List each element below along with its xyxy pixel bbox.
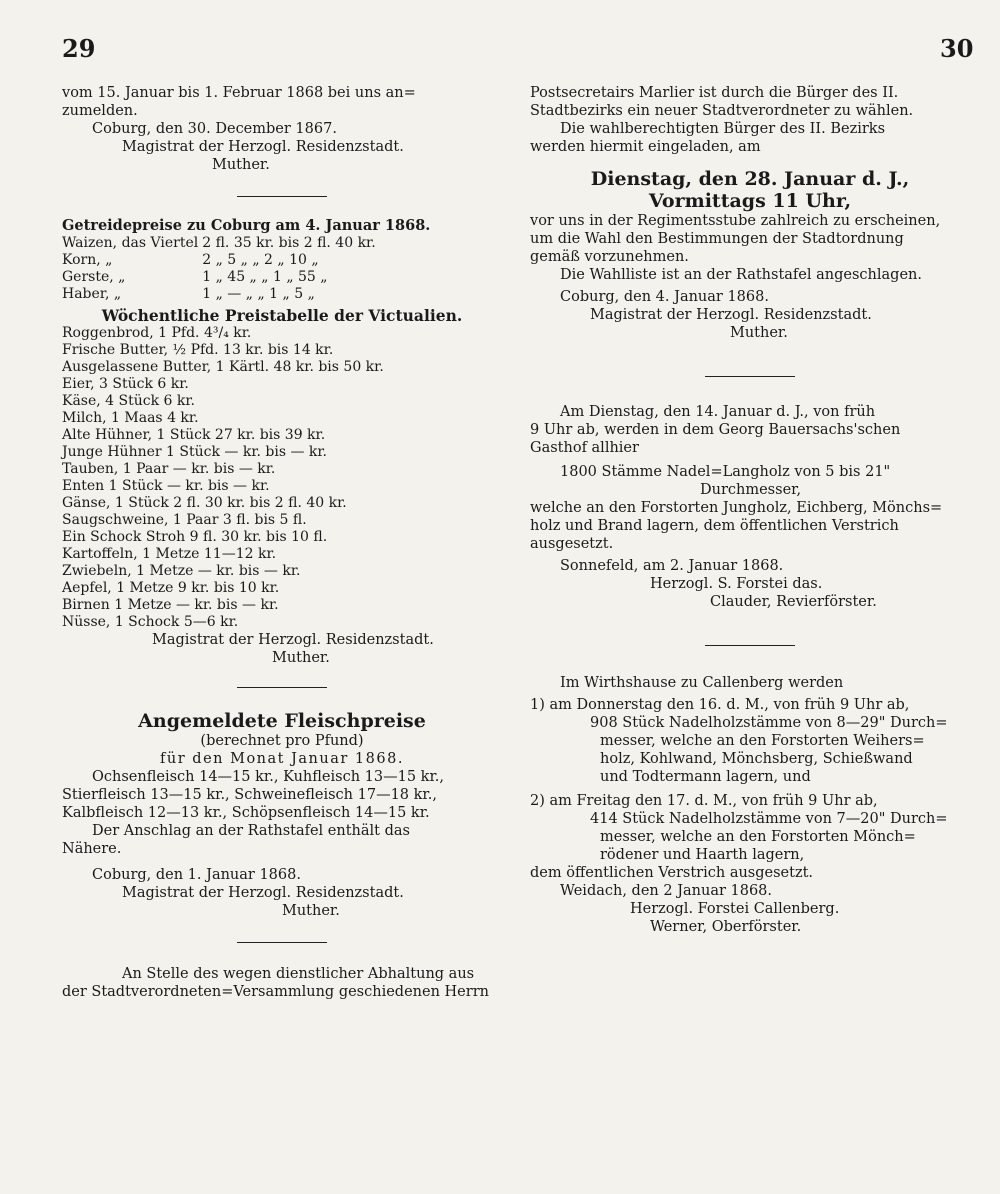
table-row xyxy=(62,252,380,269)
election-text: Die wahlberechtigten Bürger des II. Bezirks xyxy=(560,121,886,137)
list-item: Milch, 1 Maas 4 kr. xyxy=(62,410,199,426)
auction-item: und Todtermann lagern, und xyxy=(600,769,811,785)
election-date: Dienstag, den 28. Januar d. J., xyxy=(590,168,910,190)
notice-text: zumelden. xyxy=(62,103,138,119)
grain-prices-table xyxy=(62,235,380,303)
victuals-title: Wöchentliche Preistabelle der Victualien. xyxy=(101,306,463,325)
list-item: Kartoffeln, 1 Metze 11—12 kr. xyxy=(62,546,277,562)
table-cell: Haber, „ xyxy=(62,286,122,302)
list-item: Gänse, 1 Stück 2 fl. 30 kr. bis 2 fl. 40 kr. xyxy=(62,495,347,511)
table-row xyxy=(62,235,380,252)
auction-text: welche an den Forstorten Jungholz, Eichberg, Mönchs= xyxy=(530,500,943,516)
signature: Muther. xyxy=(730,325,788,341)
election-text: Die Wahlliste ist an der Rathstafel angeschlagen. xyxy=(560,267,922,283)
list-item: Tauben, 1 Paar — kr. bis — kr. xyxy=(62,461,276,477)
page-number-right: 30 xyxy=(940,34,974,63)
signature: Werner, Oberförster. xyxy=(650,919,802,935)
list-item: Enten 1 Stück — kr. bis — kr. xyxy=(62,478,270,494)
list-item: Frische Butter, ½ Pfd. 13 kr. bis 14 kr. xyxy=(62,342,334,358)
auction-item: 2) am Freitag den 17. d. M., von früh 9 Uhr ab, xyxy=(530,793,878,809)
auction-item: 1) am Donnerstag den 16. d. M., von früh 9 Uhr ab, xyxy=(530,697,910,713)
place-date: Coburg, den 30. December 1867. xyxy=(92,121,337,137)
list-item: Alte Hühner, 1 Stück 27 kr. bis 39 kr. xyxy=(62,427,326,443)
authority: Magistrat der Herzogl. Residenzstadt. xyxy=(152,632,434,648)
meat-prices-title: Angemeldete Fleischpreise xyxy=(138,710,426,732)
authority: Magistrat der Herzogl. Residenzstadt. xyxy=(122,139,404,155)
auction-item: holz, Kohlwand, Mönchsberg, Schießwand xyxy=(600,751,913,767)
meat-line: Kalbfleisch 12—13 kr., Schöpsenfleisch 14—15 kr. xyxy=(62,805,430,821)
meat-line: Der Anschlag an der Rathstafel enthält das xyxy=(92,823,410,839)
table-row xyxy=(62,286,380,303)
place-date: Coburg, den 4. Januar 1868. xyxy=(560,289,769,305)
page-number-left: 29 xyxy=(62,34,96,63)
meat-prices-subtitle: (berechnet pro Pfund) xyxy=(200,733,364,749)
list-item: Roggenbrod, 1 Pfd. 4³/₄ kr. xyxy=(62,325,252,341)
list-item: Eier, 3 Stück 6 kr. xyxy=(62,376,189,392)
election-text: um die Wahl den Bestimmungen der Stadtordnung xyxy=(530,231,904,247)
list-item: Junge Hühner 1 Stück — kr. bis — kr. xyxy=(62,444,327,460)
authority: Herzogl. Forstei Callenberg. xyxy=(630,901,840,917)
place-date: Weidach, den 2 Januar 1868. xyxy=(560,883,773,899)
list-item: Nüsse, 1 Schock 5—6 kr. xyxy=(62,614,239,630)
grain-prices-title: Getreidepreise zu Coburg am 4. Januar 1868. xyxy=(62,217,431,234)
notice-text: vom 15. Januar bis 1. Februar 1868 bei uns an= xyxy=(62,85,416,101)
auction-text: dem öffentlichen Verstrich ausgesetzt. xyxy=(530,865,814,881)
election-text: Postsecretairs Marlier ist durch die Bürger des II. xyxy=(530,85,899,101)
authority: Magistrat der Herzogl. Residenzstadt. xyxy=(590,307,872,323)
authority: Herzogl. S. Forstei das. xyxy=(650,576,823,592)
place-date: Coburg, den 1. Januar 1868. xyxy=(92,867,301,883)
auction-item: messer, welche an den Forstorten Weihers= xyxy=(600,733,925,749)
list-item: Saugschweine, 1 Paar 3 fl. bis 5 fl. xyxy=(62,512,307,528)
election-text: Stadtbezirks ein neuer Stadtverordneter zu wählen. xyxy=(530,103,914,119)
election-text: werden hiermit eingeladen, am xyxy=(530,139,761,155)
auction-intro: Im Wirthshause zu Callenberg werden xyxy=(560,675,844,691)
table-cell: Korn, „ xyxy=(62,252,113,268)
right-column xyxy=(530,84,970,936)
table-cell: 2 „ 5 „ „ 2 „ 10 „ xyxy=(202,252,319,268)
election-time: Vormittags 11 Uhr, xyxy=(648,190,852,212)
list-item: Birnen 1 Metze — kr. bis — kr. xyxy=(62,597,279,613)
meat-prices-month: für den Monat Januar 1868. xyxy=(160,751,404,767)
election-text: vor uns in der Regimentsstube zahlreich zu erscheinen, xyxy=(530,213,941,229)
place-date: Sonnefeld, am 2. Januar 1868. xyxy=(560,558,784,574)
signature: Clauder, Revierförster. xyxy=(710,594,877,610)
auction-item: messer, welche an den Forstorten Mönch= xyxy=(600,829,916,845)
table-cell: Gerste, „ xyxy=(62,269,126,285)
table-cell: 1 „ — „ „ 1 „ 5 „ xyxy=(202,286,315,302)
signature: Muther. xyxy=(212,157,270,173)
list-item: Ein Schock Stroh 9 fl. 30 kr. bis 10 fl. xyxy=(62,529,328,545)
table-row xyxy=(62,269,380,286)
auction-item: rödener und Haarth lagern, xyxy=(600,847,805,863)
auction-text: holz und Brand lagern, dem öffentlichen Verstrich xyxy=(530,518,899,534)
victuals-list xyxy=(62,325,502,631)
auction-text: 1800 Stämme Nadel=Langholz von 5 bis 21" xyxy=(560,464,891,480)
meat-line: Nähere. xyxy=(62,841,122,857)
meat-line: Ochsenfleisch 14—15 kr., Kuhfleisch 13—15 kr., xyxy=(92,769,445,785)
authority: Magistrat der Herzogl. Residenzstadt. xyxy=(122,885,404,901)
auction-text: ausgesetzt. xyxy=(530,536,614,552)
table-cell: 2 fl. 35 kr. bis 2 fl. 40 kr. xyxy=(202,235,376,251)
table-cell: 1 „ 45 „ „ 1 „ 55 „ xyxy=(202,269,328,285)
auction-text: Am Dienstag, den 14. Januar d. J., von früh xyxy=(560,404,876,420)
auction-text: 9 Uhr ab, werden in dem Georg Bauersachs'schen xyxy=(530,422,901,438)
signature: Muther. xyxy=(282,903,340,919)
election-text: gemäß vorzunehmen. xyxy=(530,249,689,265)
auction-item: 908 Stück Nadelholzstämme von 8—29" Durch= xyxy=(590,715,948,731)
election-text: der Stadtverordneten=Versammlung geschiedenen Herrn xyxy=(62,984,489,1000)
list-item: Käse, 4 Stück 6 kr. xyxy=(62,393,195,409)
left-column xyxy=(62,84,502,1001)
auction-text: Durchmesser, xyxy=(700,482,802,498)
auction-item: 414 Stück Nadelholzstämme von 7—20" Durch= xyxy=(590,811,948,827)
list-item: Ausgelassene Butter, 1 Kärtl. 48 kr. bis 50 kr. xyxy=(62,359,384,375)
table-cell: Waizen, das Viertel xyxy=(62,235,199,251)
signature: Muther. xyxy=(272,650,330,666)
auction-text: Gasthof allhier xyxy=(530,440,639,456)
meat-line: Stierfleisch 13—15 kr., Schweinefleisch 17—18 kr., xyxy=(62,787,437,803)
election-text: An Stelle des wegen dienstlicher Abhaltung aus xyxy=(122,966,475,982)
list-item: Zwiebeln, 1 Metze — kr. bis — kr. xyxy=(62,563,301,579)
list-item: Aepfel, 1 Metze 9 kr. bis 10 kr. xyxy=(62,580,280,596)
